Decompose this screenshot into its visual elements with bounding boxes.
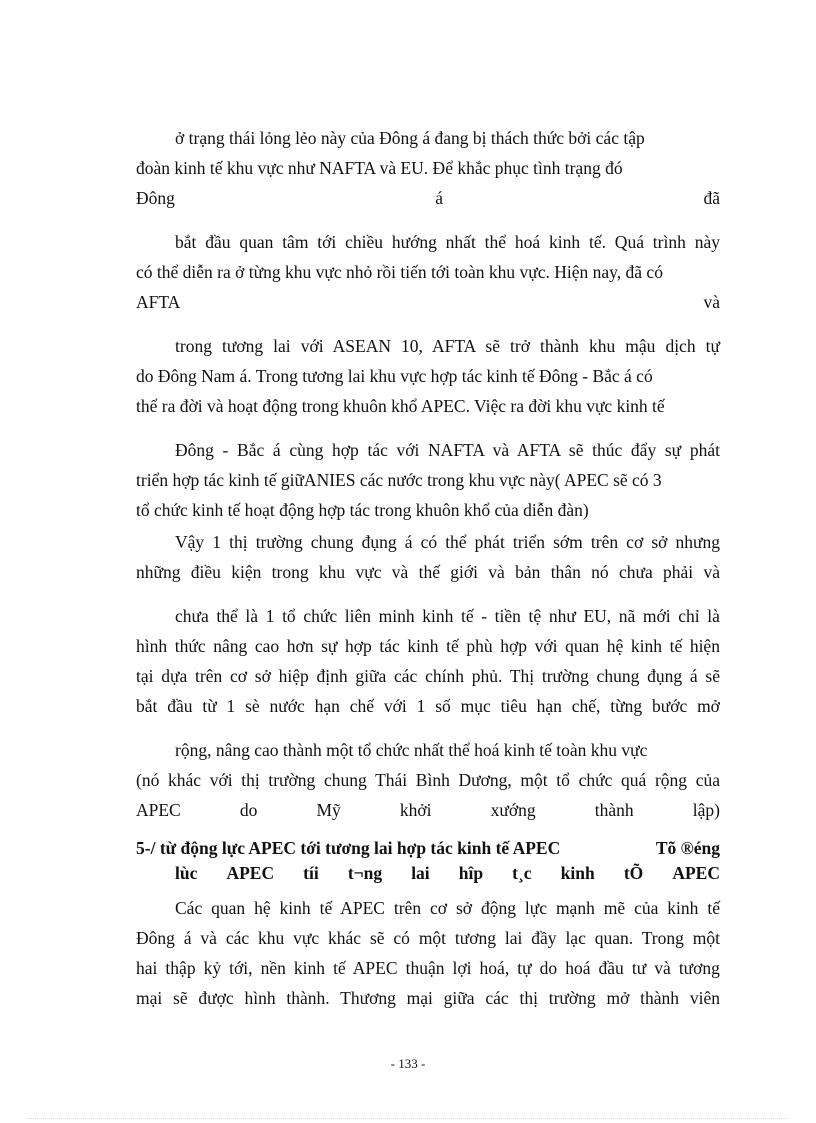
text-line: hình thức nâng cao hơn sự hợp tác kinh tế phù hợp với quan hệ kinh tế hiện (136, 636, 720, 656)
text-line: Các quan hệ kinh tế APEC trên cơ sở động lực mạnh mẽ của kinh tế (175, 898, 720, 918)
text-line: hai thập kỷ tới, nền kinh tế APEC thuận lợi hoá, tự do hoá đầu tư và tương (136, 958, 720, 978)
text-line: thể ra đời và hoạt động trong khuôn khổ APEC. Việc ra đời khu vực kinh tế (136, 396, 665, 416)
text-line: do Đông Nam á. Trong tương lai khu vực hợp tác kinh tế Đông - Bắc á có (136, 366, 653, 386)
text-line: tổ chức kinh tế hoạt động hợp tác trong khuôn khổ của diễn đàn) (136, 500, 589, 520)
text-line: trong tương lai với ASEAN 10, AFTA sẽ trở thành khu mậu dịch tự (175, 336, 720, 356)
text-line: ở trạng thái lỏng lẻo này của Đông á đang bị thách thức bởi các tập (175, 128, 645, 148)
text-line: bắt đầu quan tâm tới chiều hướng nhất thể hoá kinh tế. Quá trình này (175, 232, 720, 252)
text-line: mại sẽ được hình thành. Thương mại giữa các thị trường mở thành viên (136, 988, 720, 1008)
text-line: Đông - Bắc á cùng hợp tác với NAFTA và AFTA sẽ thúc đẩy sự phát (175, 440, 720, 460)
text-line: bắt đầu từ 1 sè nước hạn chế với 1 số mục tiêu hạn chế, từng bước mở (136, 696, 720, 716)
section-heading: 5-/ từ động lực APEC tới tương lai hợp tác kinh tế APEC Tõ ®éng (136, 838, 720, 858)
text-line: Đông á và các khu vực khác sẽ có một tương lai đầy lạc quan. Trong một (136, 928, 720, 948)
text-line: tại dựa trên cơ sở hiệp định giữa các chính phủ. Thị trường chung đụng á sẽ (136, 666, 720, 686)
text-line: rộng, nâng cao thành một tổ chức nhất thể hoá kinh tế toàn khu vực (175, 740, 648, 760)
text-line: chưa thể là 1 tổ chức liên minh kinh tế - tiền tệ như EU, nã mới chỉ là (175, 606, 720, 626)
text-line: triển hợp tác kinh tế giữANIES các nước trong khu vực này( APEC sẽ có 3 (136, 470, 662, 490)
text-line: (nó khác với thị trường chung Thái Bình Dương, một tổ chức quá rộng của (136, 770, 720, 790)
text-line-spread: Đông á đã (136, 188, 720, 208)
text-line: có thể diễn ra ở từng khu vực nhỏ rồi tiến tới toàn khu vực. Hiện nay, đã có (136, 262, 663, 282)
section-heading-garbled: lùc APEC tíi t¬ng lai hîp t¸c kinh tÕ APEC (175, 863, 720, 883)
page-divider (28, 1118, 788, 1119)
text-line: những điều kiện trong khu vực và thế giới và bản thân nó chưa phải và (136, 562, 720, 582)
text-line: Vậy 1 thị trường chung đụng á có thể phát triển sớm trên cơ sở nhưng (175, 532, 720, 552)
page-number: - 133 - (390, 1056, 426, 1071)
text-line: đoàn kinh tế khu vực như NAFTA và EU. Để khắc phục tình trạng đó (136, 158, 623, 178)
text-line-spread: AFTA và (136, 292, 720, 312)
text-line-spread: APEC do Mỹ khởi xướng thành lập) (136, 800, 720, 820)
